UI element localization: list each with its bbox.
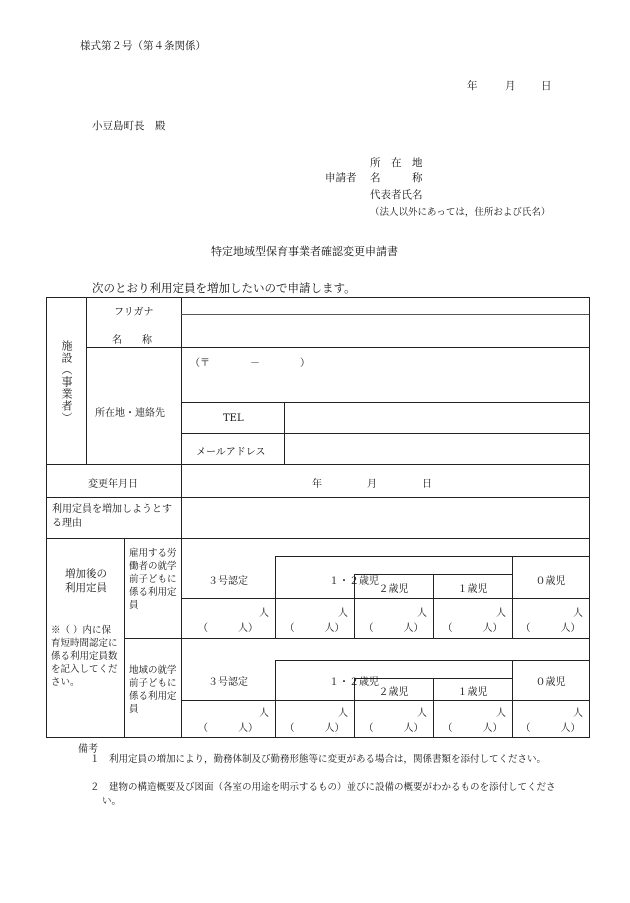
g2-header-age12: １・２歳児 xyxy=(329,677,379,688)
date-year-label: 年 xyxy=(467,80,478,92)
g1-age12-unit: 人 xyxy=(338,608,348,619)
name-label: 名 称 xyxy=(112,335,152,346)
g2-header-cert3: ３号認定 xyxy=(208,677,248,688)
g2-header-age0: ０歳児 xyxy=(535,677,566,688)
g1-age1-unit: 人 xyxy=(496,608,506,619)
applicant-name-label: 名 称 xyxy=(370,172,423,184)
change-date-year: 年 xyxy=(312,479,322,490)
furigana-label: フリガナ xyxy=(114,307,154,318)
g1-age1-paren: （ 人） xyxy=(442,623,503,634)
change-date-label: 変更年月日 xyxy=(88,479,138,490)
change-date-month: 月 xyxy=(367,479,377,490)
postal-code-field: （〒 － ） xyxy=(190,358,310,369)
intro-text: 次のとおり利用定員を増加したいので申請します。 xyxy=(92,281,356,295)
g1-age2-unit: 人 xyxy=(417,608,427,619)
g1-cert3-paren: （ 人） xyxy=(198,623,258,634)
applicant-label: 申請者 xyxy=(325,172,357,184)
g1-header-age2: ２歳児 xyxy=(378,584,409,595)
g2-age12-unit: 人 xyxy=(338,708,348,719)
facility-label: 施設（事業者） xyxy=(60,340,73,424)
applicant-address-label: 所 在 地 xyxy=(370,157,423,169)
g1-age2-paren: （ 人） xyxy=(363,623,424,634)
note-item: ２ 建物の構造概要及び図面（各室の用途を明示するもの）並びに設備の概要がわかるものを添付してください。 xyxy=(90,782,556,807)
g2-age1-paren: （ 人） xyxy=(442,723,503,734)
form-title: 特定地域型保育事業者確認変更申請書 xyxy=(211,245,398,258)
g1-header-age12: １・２歳児 xyxy=(329,576,379,587)
g1-header-age1: １歳児 xyxy=(457,584,488,595)
g1-age12-paren: （ 人） xyxy=(284,623,345,634)
applicant-rep-label: 代表者氏名 xyxy=(370,189,423,201)
notes-title: 備考 xyxy=(78,744,98,755)
g2-header-age1: １歳児 xyxy=(457,687,488,698)
capacity-note: ※（ ）内に保育短時間認定に係る利用定員数を記入してください。 xyxy=(51,625,118,688)
g2-age0-paren: （ 人） xyxy=(520,723,581,734)
change-date-day: 日 xyxy=(422,479,432,490)
addressee: 小豆島町長 殿 xyxy=(92,120,166,132)
g1-age0-paren: （ 人） xyxy=(520,623,581,634)
g2-cert3-unit: 人 xyxy=(259,708,269,719)
g2-age2-paren: （ 人） xyxy=(363,723,424,734)
g2-age1-unit: 人 xyxy=(496,708,506,719)
date-month-label: 月 xyxy=(505,80,516,92)
g2-header-age2: ２歳児 xyxy=(378,687,409,698)
g2-age2-unit: 人 xyxy=(417,708,427,719)
tel-label: TEL xyxy=(223,413,244,424)
g1-header-age0: ０歳児 xyxy=(535,576,566,587)
g2-age0-unit: 人 xyxy=(573,708,583,719)
g2-age12-paren: （ 人） xyxy=(284,723,345,734)
g2-cert3-paren: （ 人） xyxy=(198,723,258,734)
group2-label: 地域の就学前子どもに係る利用定員 xyxy=(129,665,177,715)
g1-cert3-unit: 人 xyxy=(259,608,269,619)
date-day-label: 日 xyxy=(541,80,552,92)
capacity-label: 増加後の利用定員 xyxy=(65,568,107,594)
g1-age0-unit: 人 xyxy=(573,608,583,619)
form-number: 様式第２号（第４条関係） xyxy=(80,40,206,52)
note-item: １ 利用定員の増加により，勤務体制及び勤務形態等に変更がある場合は，関係書類を添付してください。 xyxy=(90,754,547,765)
group1-label: 雇用する労働者の就学前子どもに係る利用定員 xyxy=(129,548,177,611)
email-label: メールアドレス xyxy=(196,447,266,458)
address-contact-label: 所在地・連絡先 xyxy=(95,408,165,419)
g1-header-cert3: ３号認定 xyxy=(208,576,248,587)
applicant-note: （法人以外にあっては，住所および氏名） xyxy=(370,207,551,218)
reason-label: 利用定員を増加しようとする理由 xyxy=(52,504,172,529)
